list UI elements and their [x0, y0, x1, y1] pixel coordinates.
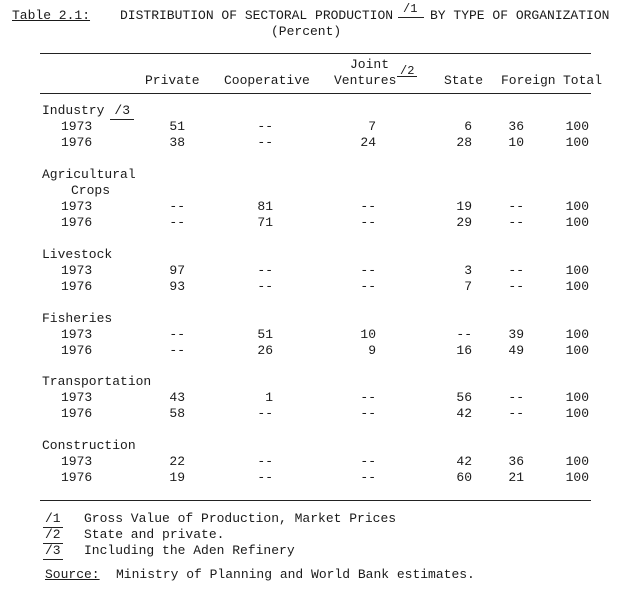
cell-foreign: 39 [508, 327, 524, 342]
cell-state: 29 [456, 215, 472, 230]
sector-name: Crops [71, 183, 111, 198]
col-header-state: State [444, 73, 484, 88]
cell-total: 100 [565, 343, 589, 358]
footnote-text: Including the Aden Refinery [84, 543, 295, 558]
cell-state: 56 [456, 390, 472, 405]
row-year: 1976 [61, 343, 93, 358]
cell-cooperative: 81 [257, 199, 273, 214]
row-year: 1973 [61, 119, 93, 134]
cell-joint: 9 [368, 343, 376, 358]
row-year: 1973 [61, 454, 93, 469]
col-header-joint-line1: Joint [350, 57, 390, 72]
cell-cooperative: 1 [265, 390, 273, 405]
cell-cooperative: 71 [257, 215, 273, 230]
row-year: 1976 [61, 135, 93, 150]
cell-foreign: 10 [508, 135, 524, 150]
cell-total: 100 [565, 406, 589, 421]
cell-joint: -- [360, 279, 376, 294]
source-text: Ministry of Planning and World Bank estimates. [116, 567, 475, 582]
table-subtitle: (Percent) [271, 24, 342, 39]
cell-private: 43 [169, 390, 185, 405]
cell-cooperative: 26 [257, 343, 273, 358]
cell-joint: -- [360, 470, 376, 485]
cell-private: 93 [169, 279, 185, 294]
row-year: 1976 [61, 406, 93, 421]
cell-joint: -- [360, 215, 376, 230]
cell-state: 28 [456, 135, 472, 150]
cell-total: 100 [565, 454, 589, 469]
cell-state: 3 [464, 263, 472, 278]
col-header-foreign: Foreign [501, 73, 556, 88]
cell-state: 6 [464, 119, 472, 134]
sector-name: Livestock [42, 247, 113, 262]
joint-ref-underline [397, 76, 417, 77]
cell-foreign: 49 [508, 343, 524, 358]
cell-state: 60 [456, 470, 472, 485]
cell-private: -- [169, 343, 185, 358]
row-year: 1973 [61, 327, 93, 342]
cell-joint: 24 [360, 135, 376, 150]
title-footnote-underline [398, 17, 424, 18]
cell-cooperative: 51 [257, 327, 273, 342]
cell-state: 7 [464, 279, 472, 294]
cell-private: 97 [169, 263, 185, 278]
footnote-mark: /1 [45, 511, 61, 526]
cell-total: 100 [565, 199, 589, 214]
cell-cooperative: -- [257, 263, 273, 278]
cell-private: 19 [169, 470, 185, 485]
row-year: 1973 [61, 390, 93, 405]
title-footnote-ref: /1 [403, 2, 418, 16]
row-year: 1976 [61, 470, 93, 485]
cell-joint: -- [360, 199, 376, 214]
cell-cooperative: -- [257, 119, 273, 134]
cell-private: 58 [169, 406, 185, 421]
cell-private: -- [169, 199, 185, 214]
cell-foreign: -- [508, 199, 524, 214]
sector-name: Agricultural [42, 167, 136, 182]
cell-cooperative: -- [257, 406, 273, 421]
cell-foreign: -- [508, 215, 524, 230]
cell-joint: -- [360, 390, 376, 405]
cell-total: 100 [565, 263, 589, 278]
table-title: DISTRIBUTION OF SECTORAL PRODUCTION [120, 8, 394, 23]
cell-total: 100 [565, 327, 589, 342]
cell-private: -- [169, 327, 185, 342]
cell-cooperative: -- [257, 279, 273, 294]
row-year: 1973 [61, 263, 93, 278]
cell-cooperative: -- [257, 135, 273, 150]
table-title-rest: BY TYPE OF ORGANIZATION [430, 8, 610, 23]
cell-joint: -- [360, 406, 376, 421]
sector-footnote-ref: /3 [114, 103, 130, 118]
footnote-mark-underline [43, 559, 63, 560]
col-header-joint-line2: Ventures [334, 73, 397, 88]
cell-total: 100 [565, 215, 589, 230]
cell-private: 22 [169, 454, 185, 469]
cell-joint: -- [360, 454, 376, 469]
footnote-mark: /3 [45, 543, 61, 558]
cell-state: 42 [456, 406, 472, 421]
cell-state: 19 [456, 199, 472, 214]
cell-private: 38 [169, 135, 185, 150]
sector-name: Transportation [42, 374, 152, 389]
cell-foreign: 36 [508, 119, 524, 134]
cell-private: -- [169, 215, 185, 230]
header-rule [40, 93, 591, 94]
cell-total: 100 [565, 279, 589, 294]
row-year: 1976 [61, 215, 93, 230]
bottom-rule [40, 500, 591, 501]
col-header-private: Private [145, 73, 200, 88]
sector-ref-underline [110, 119, 134, 120]
col-header-total: Total [563, 73, 603, 88]
cell-state: 16 [456, 343, 472, 358]
cell-cooperative: -- [257, 454, 273, 469]
cell-cooperative: -- [257, 470, 273, 485]
row-year: 1973 [61, 199, 93, 214]
sector-name: Construction [42, 438, 136, 453]
cell-foreign: 36 [508, 454, 524, 469]
cell-total: 100 [565, 119, 589, 134]
cell-foreign: -- [508, 390, 524, 405]
source-label: Source: [45, 567, 100, 582]
cell-total: 100 [565, 470, 589, 485]
row-year: 1976 [61, 279, 93, 294]
sector-name: Industry [42, 103, 105, 118]
cell-foreign: -- [508, 263, 524, 278]
cell-joint: 10 [360, 327, 376, 342]
cell-joint: 7 [368, 119, 376, 134]
cell-total: 100 [565, 390, 589, 405]
cell-foreign: -- [508, 406, 524, 421]
cell-state: 42 [456, 454, 472, 469]
cell-foreign: 21 [508, 470, 524, 485]
cell-state: -- [456, 327, 472, 342]
cell-foreign: -- [508, 279, 524, 294]
col-header-joint-ref: /2 [400, 64, 415, 78]
footnote-text: State and private. [84, 527, 225, 542]
top-rule [40, 53, 591, 54]
table-label: Table 2.1: [12, 8, 91, 23]
sector-name: Fisheries [42, 311, 113, 326]
cell-private: 51 [169, 119, 185, 134]
cell-total: 100 [565, 135, 589, 150]
cell-joint: -- [360, 263, 376, 278]
col-header-cooperative: Cooperative [224, 73, 310, 88]
footnote-text: Gross Value of Production, Market Prices [84, 511, 397, 526]
footnote-mark: /2 [45, 527, 61, 542]
